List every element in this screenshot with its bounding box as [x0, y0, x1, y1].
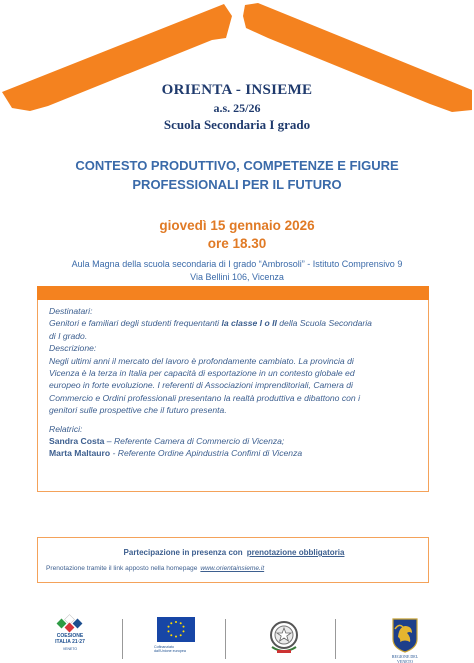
speaker-name: Marta Maltauro — [49, 448, 111, 459]
venue-line-1: Aula Magna della scuola secondaria di I grado “Ambrosoli” - Istituto Comprensivo 9 — [71, 259, 403, 269]
topic-line-1: CONTESTO PRODUTTIVO, COMPETENZE E FIGURE — [75, 158, 399, 173]
recipients-text-cont: di I grado. — [49, 330, 88, 341]
school-level: Scuola Secondaria I grado — [163, 117, 311, 132]
description-line: europeo in forte evoluzione. I referenti di Associazioni imprenditoriali, Camera di — [49, 380, 353, 391]
speaker-role: – Referente Camera di Commercio di Vicenza; — [104, 436, 285, 447]
venue-line-2: Via Bellini 106, Vicenza — [190, 272, 284, 282]
recipients-text: Genitori e familiari degli studenti frequentanti la classe I o II della Scuola Secondaria — [49, 318, 372, 329]
description-line: Commercio e Ordini professionali presentano la realtà produttiva e dibattono con i — [49, 392, 360, 403]
eu-flag-icon — [157, 617, 195, 642]
event-time: ore 18.30 — [207, 236, 267, 251]
regione-veneto-logo: REGIONE DEL VENETO — [385, 615, 425, 661]
speaker-row — [49, 435, 419, 447]
eu-cofunded-logo: Cofinanziato dall'Unione europea — [154, 617, 198, 659]
description-line: Negli ultimi anni il mercato del lavoro è profondamente cambiato. La provincia di — [49, 355, 354, 366]
coesione-icon — [50, 614, 90, 634]
details-box — [37, 300, 429, 492]
topic-line-2: PROFESSIONALI PER IL FUTURO — [132, 177, 342, 192]
coesione-italia-logo: COESIONE ITALIA 21·27 VENETO — [50, 614, 90, 660]
section-divider-bar — [37, 286, 429, 300]
recipients-label: Destinatari: — [49, 306, 93, 316]
event-series-title: ORIENTA - INSIEME — [161, 82, 313, 98]
participation-line: Partecipazione in presenza con prenotazione obbligatoria — [123, 548, 345, 557]
speaker-row — [49, 447, 419, 459]
description-line: Vicenza è la terza in Italia per capacità di esportazione in un contesto globale ed — [49, 368, 355, 379]
lion-of-saint-mark-icon — [385, 615, 425, 653]
speaker-name: Sandra Costa — [49, 436, 105, 447]
description-line: genitori sulle prospettive che il futuro presenta. — [49, 405, 227, 416]
booking-note: Prenotazione tramite il link apposto nella homepage www.orientainsieme.it — [46, 565, 265, 572]
participation-box — [37, 537, 429, 583]
italian-republic-emblem-icon — [267, 617, 301, 657]
speaker-role: - Referente Ordine Apindustria Confimi di Vicenza — [110, 448, 303, 459]
logo-divider — [122, 619, 123, 659]
website-link[interactable]: www.orientainsieme.it — [200, 565, 265, 572]
logo-divider — [335, 619, 336, 659]
speakers-label: Relatrici: — [49, 423, 83, 434]
mandatory-booking-text: prenotazione obbligatoria — [246, 548, 345, 557]
event-date: giovedì 15 gennaio 2026 — [159, 218, 315, 233]
school-year: a.s. 25/26 — [213, 101, 261, 115]
logo-divider — [225, 619, 226, 659]
description-label: Descrizione: — [49, 343, 97, 354]
